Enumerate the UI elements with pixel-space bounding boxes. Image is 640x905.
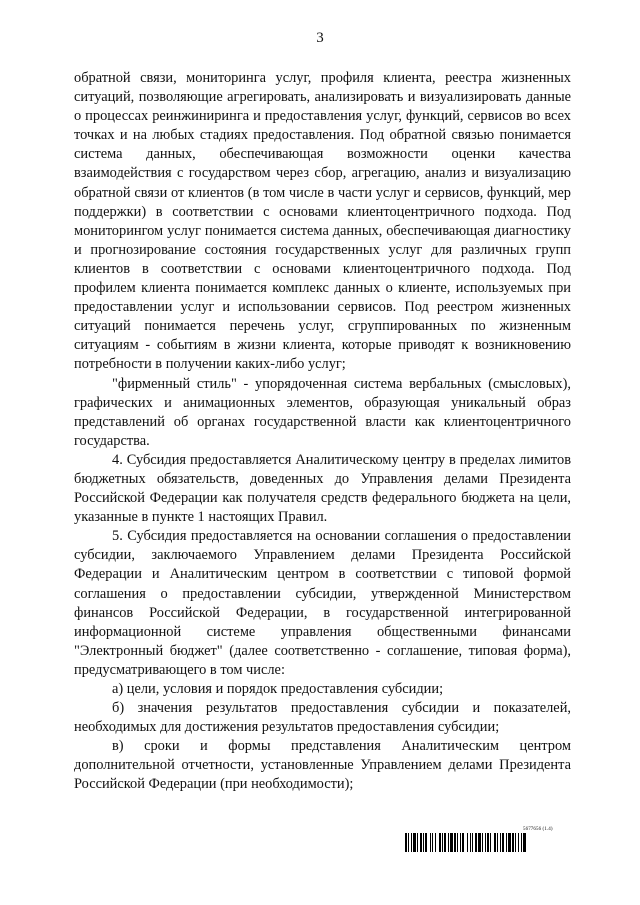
paragraph-subitem-a: а) цели, условия и порядок предоставления субсидии;	[112, 681, 444, 697]
paragraph-item-5: 5. Субсидия предоставляется на основании соглашения о предоставлении субсидии, заключаемого Управлением делами Президента Российской Федерации и Аналитическим центром в соответствии с типовой формой соглашения о предоставлении субсидии, утвержденной Министерством финансов Российской Федерации, в государственной интегрированной информационной системе управления общественными финансами "Электронный бюджет" (далее соответственно - соглашение, типовая форма), предусматривающего в том числе:	[74, 528, 571, 678]
barcode-bars-icon	[405, 833, 571, 852]
paragraph-subitem-v: в) сроки и формы представления Аналитическим центром дополнительной отчетности, установленные Управлением делами Президента Российской Федерации (при необходимости);	[74, 738, 571, 793]
paragraph-subitem-b: б) значения результатов предоставления субсидии и показателей, необходимых для достижения результатов предоставления субсидии;	[74, 700, 571, 736]
paragraph-corporate-style: "фирменный стиль" - упорядоченная система вербальных (смысловых), графических и анимационных элементов, образующая уникальный образ представлений об органах государственной власти как клиентоцентричного государства.	[74, 375, 571, 449]
document-body	[74, 69, 571, 795]
paragraph-definitions-continued: обратной связи, мониторинга услуг, профиля клиента, реестра жизненных ситуаций, позволяющие агрегировать, анализировать и визуализировать данные о процессах реинжиниринга и предоставления услуг, функций, сервисов во всех точках и на любых стадиях предоставления. Под обратной связью понимается система данных, обеспечивающая возможности оценки качества взаимодействия с государством через сбор, агрегацию, анализ и визуализацию обратной связи от клиентов (в том числе в части услуг и сервисов, функций, мер поддержки) в соответствии с основами клиентоцентричного подхода. Под мониторингом услуг понимается система данных, обеспечивающая диагностику и прогнозирование состояния государственных услуг для различных групп клиентов в соответствии с основами клиентоцентричного подхода. Под профилем клиента понимается комплекс данных о клиенте, используемых при предоставлении услуг и использовании сервисов. Под реестром жизненных ситуаций понимается перечень услуг, сгруппированных по жизненным ситуациям - событиям в жизни клиента, которые приводят к возникновению потребности в получении каких-либо услуг;	[74, 70, 571, 373]
page-number: 3	[316, 30, 324, 46]
barcode-id-text: 5677656 (1.4)	[523, 827, 553, 832]
document-barcode	[405, 826, 571, 852]
paragraph-item-4: 4. Субсидия предоставляется Аналитическому центру в пределах лимитов бюджетных обязательств, доведенных до Управления делами Президента Российской Федерации как получателя средств федерального бюджета на цели, указанные в пункте 1 настоящих Правил.	[74, 451, 571, 526]
